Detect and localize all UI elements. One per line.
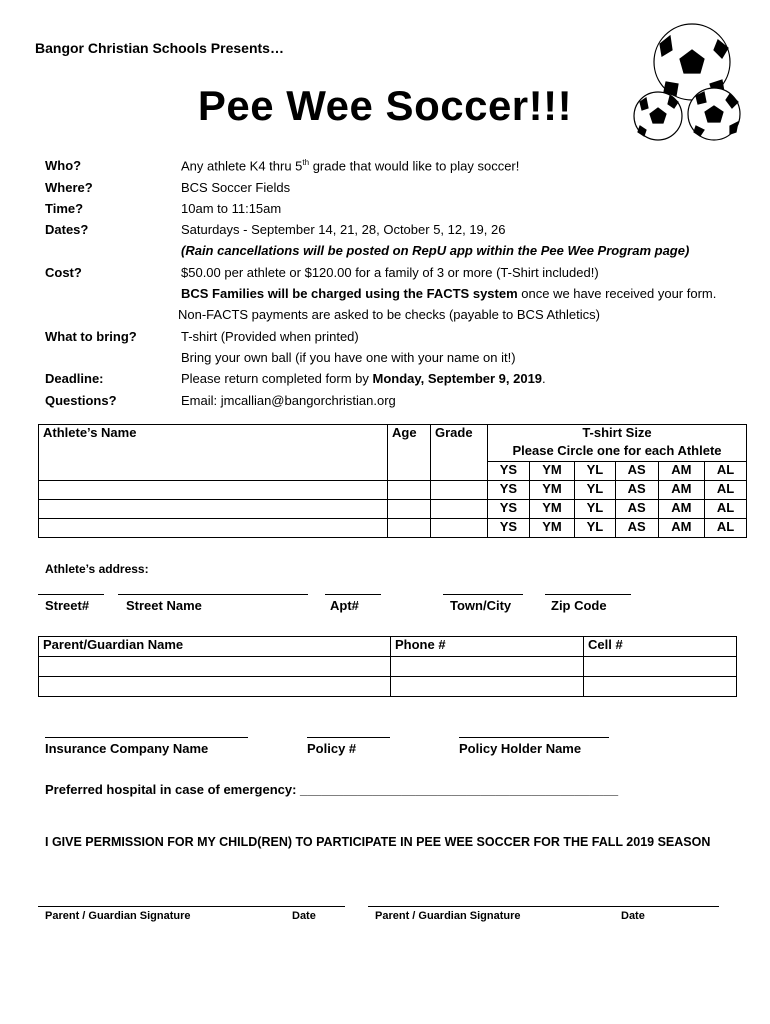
cost-label: Cost? <box>45 265 82 280</box>
bring-item-2: Bring your own ball (if you have one with your name on it!) <box>181 350 516 365</box>
table-row <box>39 657 737 677</box>
phone-header: Phone # <box>391 637 584 657</box>
phone-field[interactable] <box>391 657 584 677</box>
presenter-heading: Bangor Christian Schools Presents… <box>35 40 284 56</box>
cell-header: Cell # <box>584 637 737 657</box>
rain-note: (Rain cancellations will be posted on RepU app within the Pee Wee Program page) <box>181 243 690 258</box>
time-value: 10am to 11:15am <box>181 201 282 216</box>
grade-field[interactable] <box>431 519 488 538</box>
age-header: Age <box>388 425 431 481</box>
size-yl[interactable]: YL <box>575 481 616 500</box>
street-num-label: Street# <box>45 598 90 613</box>
zip-label: Zip Code <box>551 598 607 613</box>
town-label: Town/City <box>450 598 512 613</box>
age-field[interactable] <box>388 481 431 500</box>
guardian-name-field[interactable] <box>39 677 391 697</box>
bring-label: What to bring? <box>45 329 137 344</box>
size-ym[interactable]: YM <box>529 462 574 481</box>
size-am[interactable]: AM <box>658 500 704 519</box>
questions-label: Questions? <box>45 393 117 408</box>
apt-line[interactable] <box>325 594 381 595</box>
size-ym[interactable]: YM <box>529 519 574 538</box>
athlete-table <box>38 424 747 538</box>
address-heading: Athlete’s address: <box>45 562 149 576</box>
size-yl[interactable]: YL <box>575 519 616 538</box>
cost-value: $50.00 per athlete or $120.00 for a family of 3 or more (T-Shirt included!) <box>181 265 599 280</box>
signature-line-1[interactable] <box>38 906 345 907</box>
permission-statement: I GIVE PERMISSION FOR MY CHILD(REN) TO PARTICIPATE IN PEE WEE SOCCER FOR THE FALL 2019 SEASON <box>45 835 711 849</box>
who-label: Who? <box>45 158 82 173</box>
where-label: Where? <box>45 180 93 195</box>
street-name-line[interactable] <box>118 594 308 595</box>
grade-header: Grade <box>431 425 488 481</box>
athlete-name-field[interactable] <box>39 500 388 519</box>
policy-line[interactable] <box>307 737 390 738</box>
size-am[interactable]: AM <box>658 519 704 538</box>
date-label-1: Date <box>292 910 316 922</box>
size-ym[interactable]: YM <box>529 481 574 500</box>
insurance-company-label: Insurance Company Name <box>45 741 209 756</box>
size-al[interactable]: AL <box>705 500 747 519</box>
policy-label: Policy # <box>307 741 357 756</box>
size-al[interactable]: AL <box>705 481 747 500</box>
signature-label-1: Parent / Guardian Signature <box>45 910 191 922</box>
phone-field[interactable] <box>391 677 584 697</box>
age-field[interactable] <box>388 519 431 538</box>
apt-label: Apt# <box>330 598 359 613</box>
street-name-label: Street Name <box>126 598 202 613</box>
cell-field[interactable] <box>584 657 737 677</box>
size-am[interactable]: AM <box>658 462 704 481</box>
guardian-name-field[interactable] <box>39 657 391 677</box>
grade-field[interactable] <box>431 500 488 519</box>
grade-field[interactable] <box>431 481 488 500</box>
size-as[interactable]: AS <box>615 500 658 519</box>
deadline-label: Deadline: <box>45 371 104 386</box>
size-yl[interactable]: YL <box>575 500 616 519</box>
size-ys[interactable]: YS <box>488 481 530 500</box>
size-am[interactable]: AM <box>658 481 704 500</box>
age-field[interactable] <box>388 500 431 519</box>
page-title: Pee Wee Soccer!!! <box>197 82 573 129</box>
table-row <box>39 481 747 500</box>
signature-label-2: Parent / Guardian Signature <box>375 910 521 922</box>
time-label: Time? <box>45 201 84 216</box>
size-ys[interactable]: YS <box>488 500 530 519</box>
questions-value: Email: jmcallian@bangorchristian.org <box>181 393 396 408</box>
tshirt-subheader: Please Circle one for each Athlete <box>488 443 747 462</box>
deadline-value: Please return completed form by Monday, September 9, 2019. <box>181 371 546 386</box>
table-row <box>39 500 747 519</box>
nonfacts-note: Non-FACTS payments are asked to be checks (payable to BCS Athletics) <box>178 307 600 322</box>
bring-item-1: T-shirt (Provided when printed) <box>181 329 359 344</box>
town-line[interactable] <box>443 594 523 595</box>
dates-label: Dates? <box>45 222 89 237</box>
where-value: BCS Soccer Fields <box>181 180 291 195</box>
cell-field[interactable] <box>584 677 737 697</box>
size-ym[interactable]: YM <box>529 500 574 519</box>
dates-value: Saturdays - September 14, 21, 28, October 5, 12, 19, 26 <box>181 222 506 237</box>
size-al[interactable]: AL <box>705 519 747 538</box>
zip-line[interactable] <box>545 594 631 595</box>
signature-line-2[interactable] <box>368 906 719 907</box>
size-as[interactable]: AS <box>615 481 658 500</box>
guardian-name-header: Parent/Guardian Name <box>39 637 391 657</box>
table-row <box>39 519 747 538</box>
hospital-field[interactable]: Preferred hospital in case of emergency: ____________________________________________ <box>45 782 619 797</box>
size-al[interactable]: AL <box>705 462 747 481</box>
tshirt-header: T-shirt Size <box>488 425 747 444</box>
facts-note: BCS Families will be charged using the FACTS system once we have received your form. <box>181 286 717 301</box>
date-label-2: Date <box>621 910 645 922</box>
insurance-company-line[interactable] <box>45 737 248 738</box>
table-row <box>39 677 737 697</box>
size-ys[interactable]: YS <box>488 519 530 538</box>
policy-holder-line[interactable] <box>459 737 609 738</box>
athlete-name-field[interactable] <box>39 481 388 500</box>
athlete-name-header: Athlete’s Name <box>39 425 388 481</box>
athlete-name-field[interactable] <box>39 519 388 538</box>
size-as[interactable]: AS <box>615 462 658 481</box>
policy-holder-label: Policy Holder Name <box>459 741 582 756</box>
size-ys[interactable]: YS <box>488 462 530 481</box>
size-yl[interactable]: YL <box>575 462 616 481</box>
street-num-line[interactable] <box>38 594 104 595</box>
who-value: Any athlete K4 thru 5th grade that would like to play soccer! <box>181 158 520 174</box>
size-as[interactable]: AS <box>615 519 658 538</box>
guardian-table <box>38 636 737 697</box>
